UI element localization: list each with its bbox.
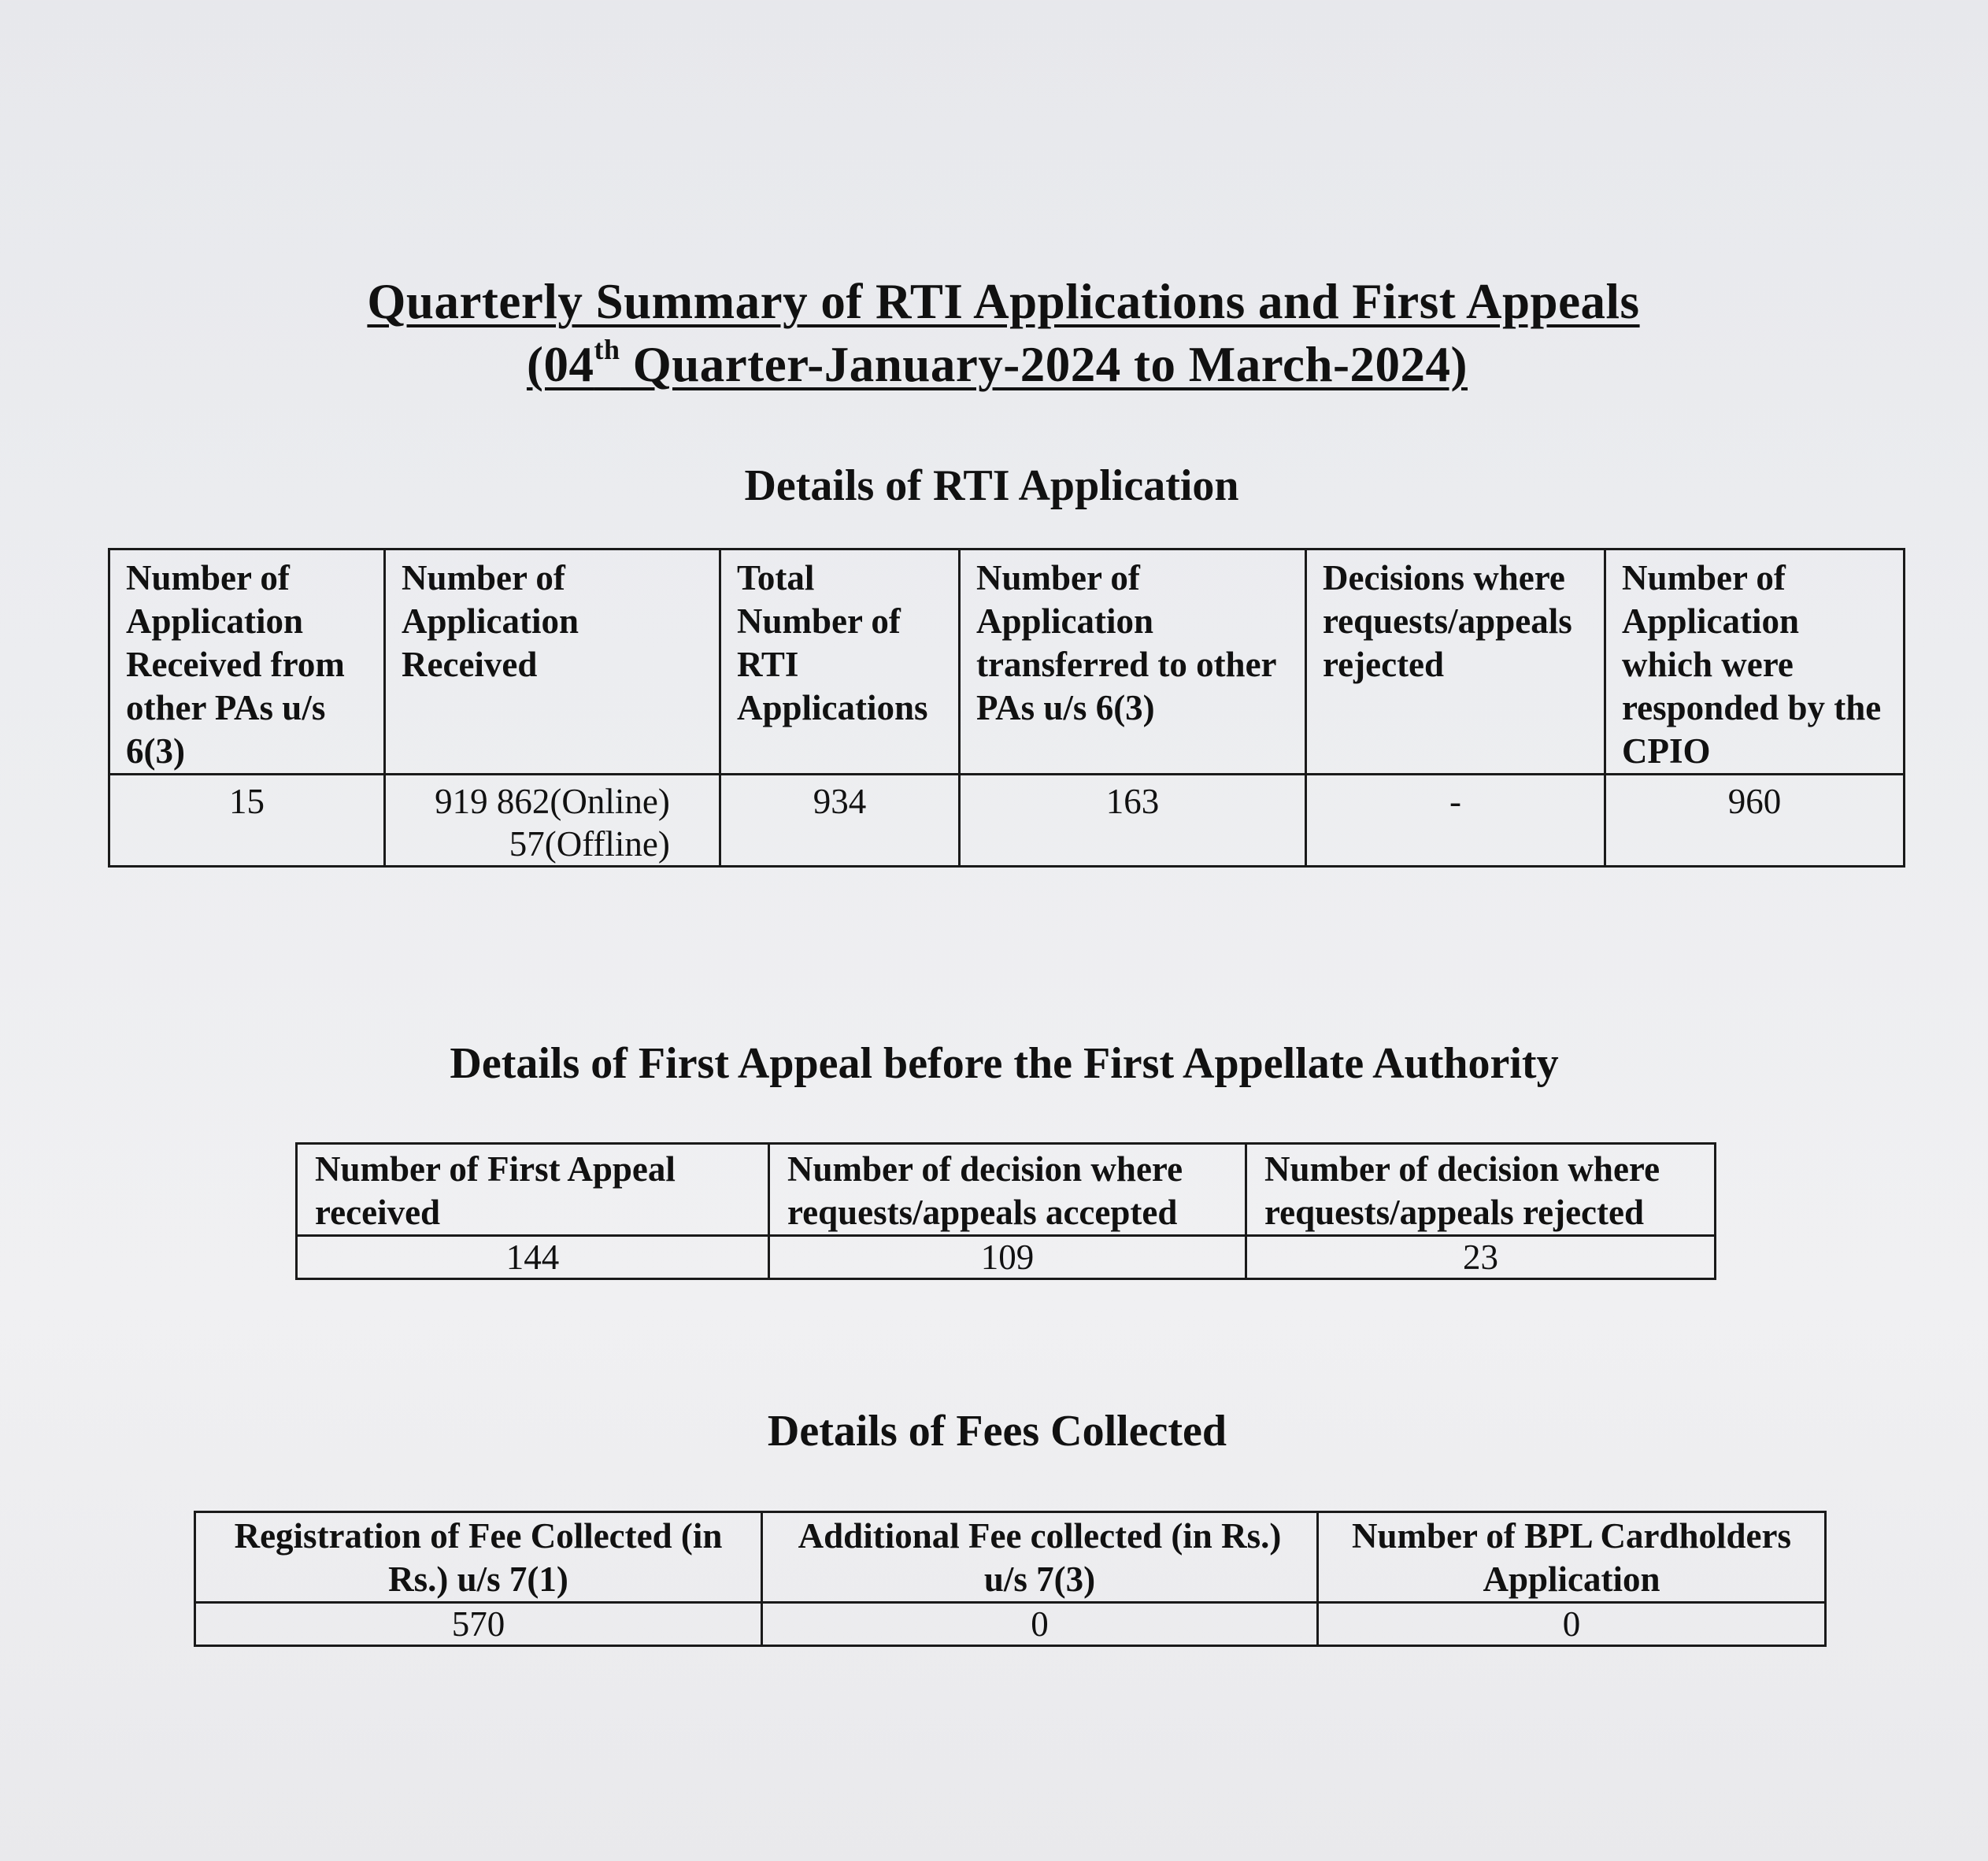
cell-received-from-other-pas: 15 bbox=[109, 775, 385, 867]
header-total-applications: Total Number of RTI Applications bbox=[720, 549, 960, 775]
header-received-from-other-pas: Number of Application Received from other PAs u/s 6(3) bbox=[109, 549, 385, 775]
cell-decisions-rejected: - bbox=[1306, 775, 1605, 867]
received-online: 919 862(Online) bbox=[435, 782, 670, 821]
received-breakdown bbox=[435, 780, 670, 865]
table-header-row bbox=[109, 549, 1905, 775]
header-additional-fee: Additional Fee collected (in Rs.) u/s 7(3) bbox=[762, 1512, 1318, 1603]
cell-total-applications: 934 bbox=[720, 775, 960, 867]
fees-collected-table bbox=[194, 1511, 1827, 1647]
received-offline: 57(Offline) bbox=[509, 824, 670, 864]
table-row bbox=[195, 1603, 1826, 1646]
cell-applications-received bbox=[385, 775, 720, 867]
document-period bbox=[526, 334, 1468, 392]
table-row bbox=[297, 1236, 1716, 1279]
first-appeal-table bbox=[295, 1142, 1716, 1280]
header-decisions-rejected: Decisions where requests/appeals rejected bbox=[1306, 549, 1605, 775]
header-decisions-accepted: Number of decision where requests/appeals accepted bbox=[769, 1144, 1246, 1236]
document-title-line1: Quarterly Summary of RTI Applications and First Appeals bbox=[367, 274, 1640, 329]
period-prefix: (04 bbox=[526, 337, 594, 392]
cell-applications-responded: 960 bbox=[1605, 775, 1905, 867]
table-header-row bbox=[195, 1512, 1826, 1603]
rti-application-table bbox=[108, 548, 1905, 868]
cell-decisions-accepted: 109 bbox=[769, 1236, 1246, 1279]
document-subtitle bbox=[3, 334, 1988, 395]
table-row bbox=[109, 775, 1905, 867]
header-applications-responded: Number of Application which were responded by the CPIO bbox=[1605, 549, 1905, 775]
rti-section-heading: Details of RTI Application bbox=[744, 461, 1239, 510]
header-bpl-applications: Number of BPL Cardholders Application bbox=[1318, 1512, 1826, 1603]
header-applications-received: Number of Application Received bbox=[385, 549, 720, 775]
period-superscript: th bbox=[594, 334, 620, 365]
cell-additional-fee: 0 bbox=[762, 1603, 1318, 1646]
header-registration-fee: Registration of Fee Collected (in Rs.) u/s 7(1) bbox=[195, 1512, 762, 1603]
document-title bbox=[9, 271, 1988, 332]
header-decisions-rejected: Number of decision where requests/appeals rejected bbox=[1246, 1144, 1716, 1236]
period-suffix: Quarter-January-2024 to March-2024) bbox=[620, 337, 1468, 392]
fees-section-heading: Details of Fees Collected bbox=[767, 1407, 1227, 1456]
header-first-appeals-received: Number of First Appeal received bbox=[297, 1144, 769, 1236]
cell-first-appeals-received: 144 bbox=[297, 1236, 769, 1279]
cell-decisions-rejected: 23 bbox=[1246, 1236, 1716, 1279]
cell-registration-fee: 570 bbox=[195, 1603, 762, 1646]
cell-bpl-applications: 0 bbox=[1318, 1603, 1826, 1646]
header-applications-transferred: Number of Application transferred to other PAs u/s 6(3) bbox=[960, 549, 1306, 775]
table-header-row bbox=[297, 1144, 1716, 1236]
appeal-section-heading: Details of First Appeal before the First Appellate Authority bbox=[450, 1039, 1559, 1088]
cell-applications-transferred: 163 bbox=[960, 775, 1306, 867]
